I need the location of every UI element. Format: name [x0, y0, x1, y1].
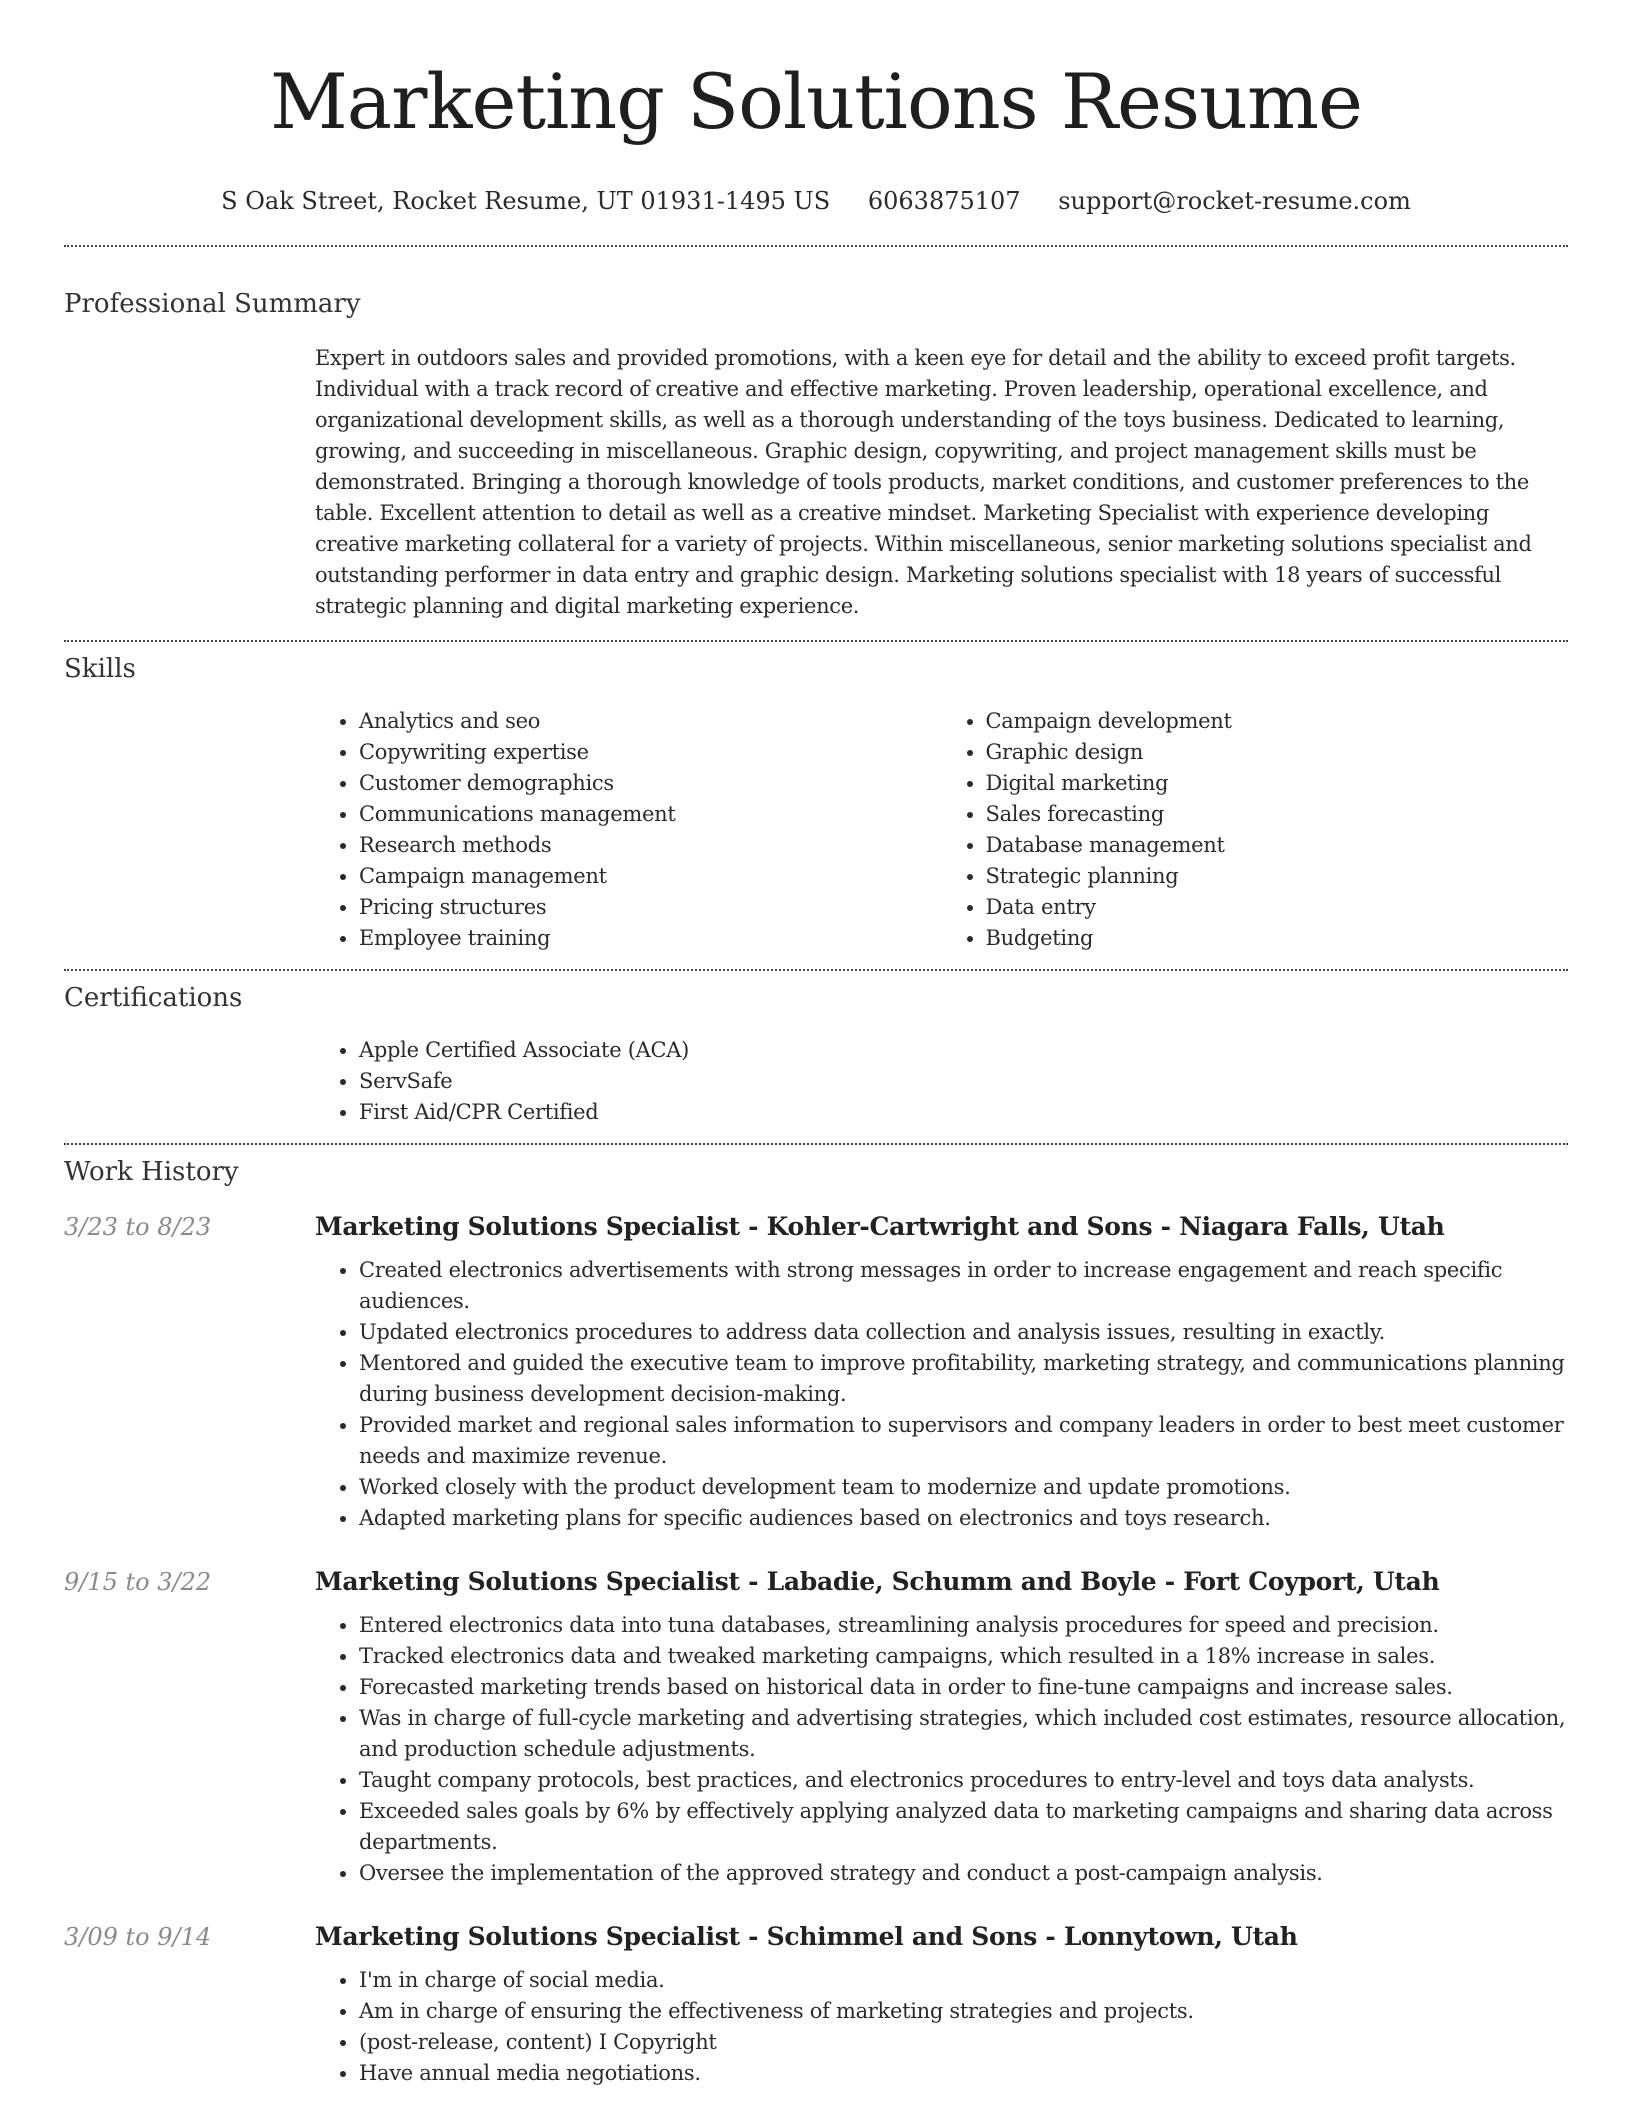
- certifications-heading: Certifications: [64, 983, 243, 1013]
- summary-heading: Professional Summary: [64, 289, 361, 319]
- work-history-heading: Work History: [64, 1157, 239, 1187]
- certifications-section: [0, 971, 1632, 1128]
- skill-item: • Pricing structures: [359, 892, 942, 923]
- job-bullet: • Am in charge of ensuring the effectiveness of marketing strategies and projects.: [359, 1996, 1568, 2027]
- skill-item: • Digital marketing: [986, 768, 1569, 799]
- job-bullet: • Updated electronics procedures to address data collection and analysis issues, resulting in exactly.: [359, 1317, 1568, 1348]
- certifications-list: [315, 1035, 1568, 1128]
- job-bullet: • Forecasted marketing trends based on historical data in order to fine-tune campaigns and increase sales.: [359, 1672, 1568, 1703]
- resume-title: Marketing Solutions Resume: [269, 57, 1363, 146]
- job-title: Marketing Solutions Specialist - Kohler-Cartwright and Sons - Niagara Falls, Utah: [315, 1212, 1445, 1241]
- skill-item: • Analytics and seo: [359, 706, 942, 737]
- job-bullets: [315, 1255, 1568, 1534]
- skill-item: • Campaign management: [359, 861, 942, 892]
- job-bullet: • Created electronics advertisements with strong messages in order to increase engagement and reach specific audiences.: [359, 1255, 1568, 1317]
- summary-section: [0, 247, 1632, 622]
- skill-item: • Budgeting: [986, 923, 1569, 954]
- skill-item: • Campaign development: [986, 706, 1569, 737]
- skill-item: • Research methods: [359, 830, 942, 861]
- skill-item: • Graphic design: [986, 737, 1569, 768]
- job-bullet: • Tracked electronics data and tweaked marketing campaigns, which resulted in a 18% increase in sales.: [359, 1641, 1568, 1672]
- skills-section: [0, 642, 1632, 954]
- skill-item: • Data entry: [986, 892, 1569, 923]
- job-bullet: • (post-release, content) I Copyright: [359, 2027, 1568, 2058]
- job-bullet: • Adapted marketing plans for specific audiences based on electronics and toys research.: [359, 1503, 1568, 1534]
- job-bullet: • Taught company protocols, best practices, and electronics procedures to entry-level and toys data analysts.: [359, 1765, 1568, 1796]
- job-bullets: [315, 1610, 1568, 1889]
- skill-item: • Sales forecasting: [986, 799, 1569, 830]
- skill-item: • Database management: [986, 830, 1569, 861]
- certification-item: • First Aid/CPR Certified: [359, 1097, 1568, 1128]
- summary-text: Expert in outdoors sales and provided promotions, with a keen eye for detail and the ability to exceed profit targets. Individual with a track record of creative and effective marketing. Proven leadership, operational excellence, and organizational development skills, as well as a thorough understanding of the toys business. Dedicated to learning, growing, and succeeding in miscellaneous. Graphic design, copywriting, and project management skills must be demonstrated. Bringing a thorough knowledge of tools products, market conditions, and customer preferences to the table. Excellent attention to detail as well as a creative mindset. Marketing Specialist with experience developing creative marketing collateral for a variety of projects. Within miscellaneous, senior marketing solutions specialist and outstanding performer in data entry and graphic design. Marketing solutions specialist with 18 years of successful strategic planning and digital marketing experience.: [315, 346, 1532, 618]
- job-bullet: • Was in charge of full-cycle marketing and advertising strategies, which included cost estimates, resource allocation, and production schedule adjustments.: [359, 1703, 1568, 1765]
- job-date: 3/09 to 9/14: [64, 1923, 212, 1951]
- job-bullet: • I'm in charge of social media.: [359, 1965, 1568, 1996]
- job-title: Marketing Solutions Specialist - Schimmel and Sons - Lonnytown, Utah: [315, 1922, 1298, 1951]
- skill-item: • Strategic planning: [986, 861, 1569, 892]
- job-bullet: • Exceeded sales goals by 6% by effectively applying analyzed data to marketing campaigns and sharing data across departments.: [359, 1796, 1568, 1858]
- contact-address: S Oak Street, Rocket Resume, UT 01931-1495 US: [221, 187, 831, 215]
- skills-list-right: [942, 706, 1569, 954]
- job-bullet: • Worked closely with the product development team to modernize and update promotions.: [359, 1472, 1568, 1503]
- job-entry: [64, 1921, 1568, 2089]
- job-date: 9/15 to 3/22: [64, 1568, 212, 1596]
- certification-item: • Apple Certified Associate (ACA): [359, 1035, 1568, 1066]
- job-bullet: • Entered electronics data into tuna databases, streamlining analysis procedures for speed and precision.: [359, 1610, 1568, 1641]
- job-date: 3/23 to 8/23: [64, 1213, 212, 1241]
- work-history-section: [0, 1145, 1632, 2089]
- skill-item: • Customer demographics: [359, 768, 942, 799]
- skill-item: • Copywriting expertise: [359, 737, 942, 768]
- job-bullet: • Provided market and regional sales information to supervisors and company leaders in order to best meet customer needs and maximize revenue.: [359, 1410, 1568, 1472]
- contact-phone: 6063875107: [867, 187, 1021, 215]
- skill-item: • Employee training: [359, 923, 942, 954]
- skill-item: • Communications management: [359, 799, 942, 830]
- contact-email: support@rocket-resume.com: [1058, 187, 1411, 215]
- contact-line: [0, 186, 1632, 216]
- job-bullets: [315, 1965, 1568, 2089]
- job-bullet: • Oversee the implementation of the approved strategy and conduct a post-campaign analysis.: [359, 1858, 1568, 1889]
- job-title: Marketing Solutions Specialist - Labadie, Schumm and Boyle - Fort Coyport, Utah: [315, 1567, 1440, 1596]
- skills-heading: Skills: [64, 654, 136, 684]
- job-bullet: • Have annual media negotiations.: [359, 2058, 1568, 2089]
- skills-list-left: [315, 706, 942, 954]
- job-entry: [64, 1211, 1568, 1534]
- job-bullet: • Mentored and guided the executive team to improve profitability, marketing strategy, and communications planning during business development decision-making.: [359, 1348, 1568, 1410]
- certification-item: • ServSafe: [359, 1066, 1568, 1097]
- job-entry: [64, 1566, 1568, 1889]
